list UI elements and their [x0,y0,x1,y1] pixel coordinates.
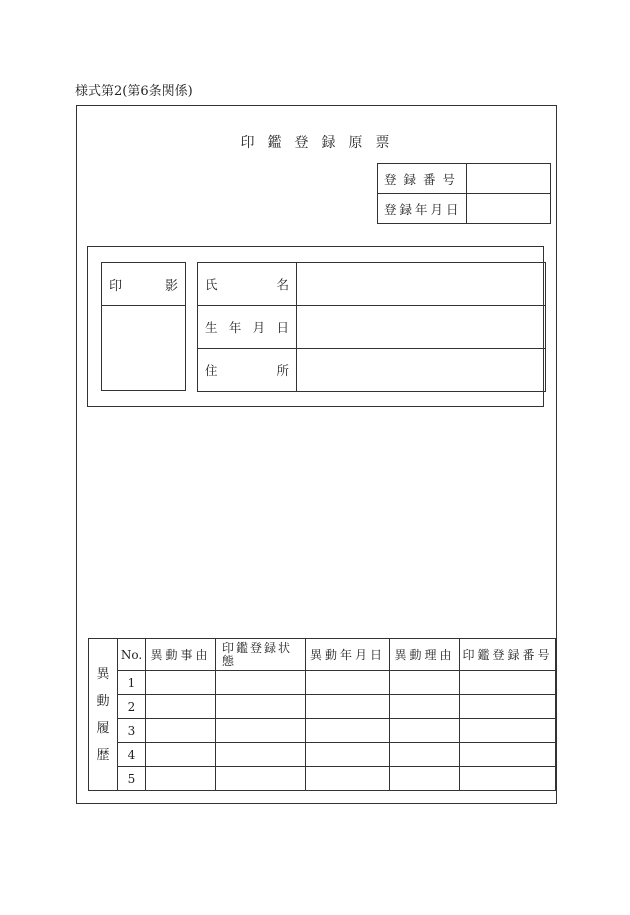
table-cell[interactable] [146,719,216,743]
change-history-char: 履 [96,720,110,736]
seal-label-right: 影 [164,278,178,294]
header-change-reason: 異動事由 [146,639,216,671]
table-cell[interactable] [216,671,306,695]
birthdate-char: 月 [252,320,266,335]
table-row [89,719,556,743]
birthdate-char: 生 [205,320,218,335]
table-row [89,695,556,719]
table-cell[interactable] [216,695,306,719]
birthdate-label [198,306,297,349]
header-no: No. [118,639,146,671]
page-title: 印鑑登録原票 [240,135,403,151]
form-label: 様式第2(第6条関係) [75,84,193,99]
table-cell[interactable] [216,767,306,791]
table-cell[interactable] [390,719,460,743]
name-label-left: 氏 [205,277,218,292]
registration-box [377,163,551,224]
table-cell[interactable] [306,767,390,791]
table-cell[interactable] [216,719,306,743]
table-cell[interactable] [216,743,306,767]
table-cell[interactable] [390,767,460,791]
header-seal-status: 印鑑登録状態 [216,639,306,671]
table-cell[interactable] [460,671,556,695]
birthdate-char: 日 [276,320,289,335]
name-label [198,263,297,306]
table-cell[interactable] [306,719,390,743]
table-cell[interactable] [460,695,556,719]
table-cell[interactable] [390,671,460,695]
table-row [89,767,556,791]
address-label [198,349,297,392]
row-number: 2 [118,695,146,719]
change-history-char: 動 [96,693,110,709]
birthdate-char: 年 [228,320,242,335]
table-row [89,671,556,695]
table-cell[interactable] [146,743,216,767]
change-history-table [88,638,556,791]
table-cell[interactable] [390,695,460,719]
row-number: 1 [118,671,146,695]
row-number: 4 [118,743,146,767]
seal-label-left: 印 [109,278,123,294]
address-field[interactable] [297,349,546,392]
personal-info-table [197,262,546,392]
seal-impression-box [101,262,186,391]
row-number: 5 [118,767,146,791]
table-cell[interactable] [306,695,390,719]
change-history-char: 歴 [96,747,110,763]
name-label-right: 名 [276,277,289,292]
table-cell[interactable] [146,695,216,719]
change-history-char: 異 [96,666,110,682]
birthdate-field[interactable] [297,306,546,349]
table-cell[interactable] [460,767,556,791]
row-number: 3 [118,719,146,743]
address-label-right: 所 [276,363,289,378]
name-field[interactable] [297,263,546,306]
table-row [89,743,556,767]
table-cell[interactable] [460,719,556,743]
registration-number-label: 登録番号 [378,164,467,194]
table-cell[interactable] [146,767,216,791]
registration-number-field[interactable] [467,164,551,194]
table-cell[interactable] [306,743,390,767]
header-seal-reg-number: 印鑑登録番号 [460,639,556,671]
registration-date-field[interactable] [467,194,551,224]
seal-impression-header [102,263,185,306]
table-cell[interactable] [306,671,390,695]
change-history-label [89,639,118,791]
registration-date-label: 登録年月日 [378,194,467,224]
table-cell[interactable] [460,743,556,767]
table-cell[interactable] [146,671,216,695]
table-cell[interactable] [390,743,460,767]
header-change-cause: 異動理由 [390,639,460,671]
header-change-date: 異動年月日 [306,639,390,671]
address-label-left: 住 [205,363,218,378]
